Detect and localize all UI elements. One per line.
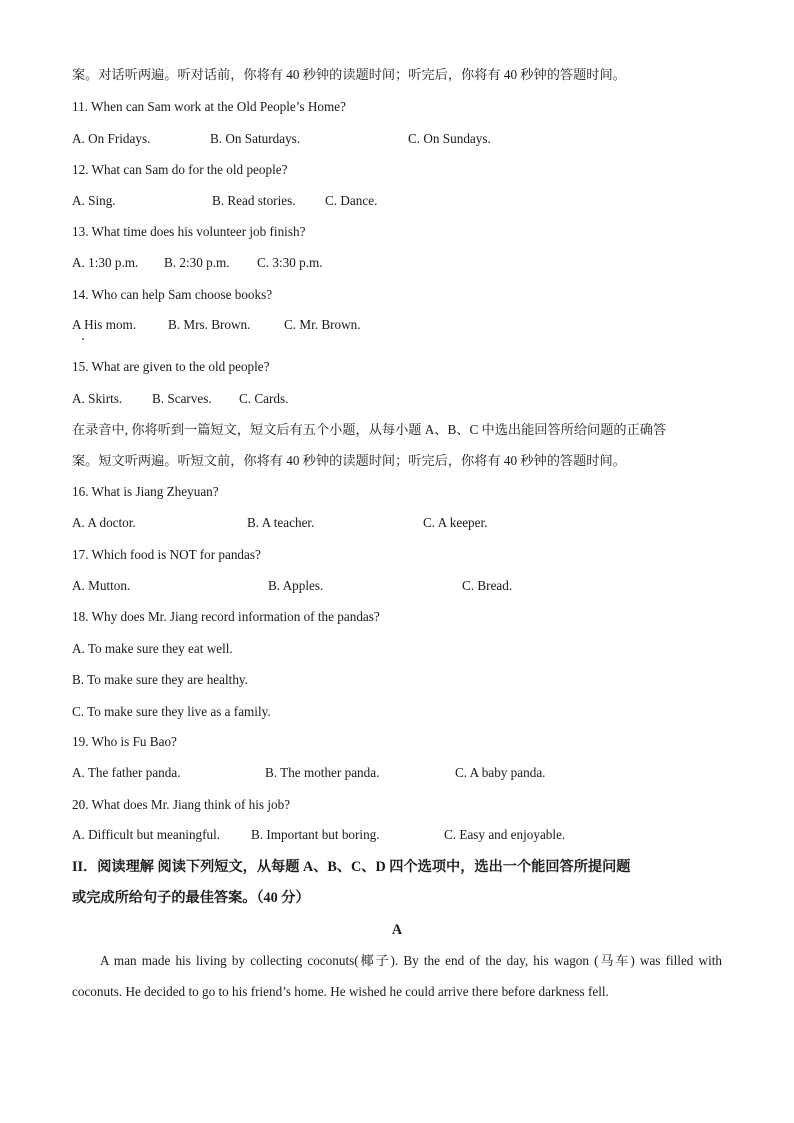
option-17-a: A. Mutton.: [72, 578, 131, 593]
option-20-c: C. Easy and enjoyable.: [444, 827, 566, 842]
question-13: 13. What time does his volunteer job finish?: [72, 224, 306, 239]
option-13-b: B. 2:30 p.m.: [164, 255, 230, 270]
listening-instructions-tail: 案。对话听两遍。听对话前，你将有 40 秒钟的读题时间；听完后，你将有 40 秒钟的答题时间。: [72, 67, 626, 82]
option-18-c: C. To make sure they live as a family.: [72, 704, 271, 719]
option-11-a: A. On Fridays.: [72, 131, 151, 146]
option-12-c: C. Dance.: [325, 193, 378, 208]
option-12-b: B. Read stories.: [212, 193, 296, 208]
question-11: 11. When can Sam work at the Old People’s Home?: [72, 99, 346, 114]
section-instructions-1: 在录音中, 你将听到一篇短文，短文后有五个小题，从每小题 A、B、C 中选出能回答所给问题的正确答: [72, 422, 667, 437]
question-17: 17. Which food is NOT for pandas?: [72, 547, 261, 562]
question-18: 18. Why does Mr. Jiang record information of the pandas?: [72, 609, 380, 624]
option-15-a: A. Skirts.: [72, 391, 123, 406]
option-19-a: A. The father panda.: [72, 765, 181, 780]
question-16: 16. What is Jiang Zheyuan?: [72, 484, 219, 499]
option-18-b: B. To make sure they are healthy.: [72, 672, 248, 687]
question-15: 15. What are given to the old people?: [72, 359, 270, 374]
option-14-a: A His mom.: [72, 317, 137, 332]
passage-text: A man made his living by collecting coconuts(椰子). By the end of the day, his wagon (马车) was filled with coconuts. He decided to go to his friend’s home. He wished he could arrive there before darkness fell.: [72, 953, 722, 999]
question-19: 19. Who is Fu Bao?: [72, 734, 177, 749]
option-14-c: C. Mr. Brown.: [284, 317, 361, 332]
option-16-c: C. A keeper.: [423, 515, 488, 530]
option-15-b: B. Scarves.: [152, 391, 212, 406]
option-18-a: A. To make sure they eat well.: [72, 641, 233, 656]
option-11-b: B. On Saturdays.: [210, 131, 301, 146]
option-12-a: A. Sing.: [72, 193, 116, 208]
reading-section-heading-1: II．阅读理解 阅读下列短文，从每题 A、B、C、D 四个选项中，选出一个能回答所提问题: [72, 859, 631, 875]
reading-section-heading-2: 或完成所给句子的最佳答案。（40 分）: [72, 890, 310, 906]
section-instructions-2: 案。短文听两遍。听短文前，你将有 40 秒钟的读题时间；听完后，你将有 40 秒钟的答题时间。: [72, 453, 626, 468]
option-19-b: B. The mother panda.: [265, 765, 380, 780]
option-14-b: B. Mrs. Brown.: [168, 317, 251, 332]
stray-dot: [82, 338, 84, 340]
question-14: 14. Who can help Sam choose books?: [72, 287, 273, 302]
question-12: 12. What can Sam do for the old people?: [72, 162, 288, 177]
passage-label: A: [391, 922, 403, 938]
option-11-c: C. On Sundays.: [408, 131, 491, 146]
option-19-c: C. A baby panda.: [455, 765, 546, 780]
option-16-a: A. A doctor.: [72, 515, 136, 530]
option-20-a: A. Difficult but meaningful.: [72, 827, 221, 842]
option-13-a: A. 1:30 p.m.: [72, 255, 139, 270]
option-15-c: C. Cards.: [239, 391, 289, 406]
option-16-b: B. A teacher.: [247, 515, 315, 530]
option-13-c: C. 3:30 p.m.: [257, 255, 323, 270]
option-17-c: C. Bread.: [462, 578, 513, 593]
option-17-b: B. Apples.: [268, 578, 324, 593]
question-20: 20. What does Mr. Jiang think of his job?: [72, 797, 291, 812]
option-20-b: B. Important but boring.: [251, 827, 380, 842]
